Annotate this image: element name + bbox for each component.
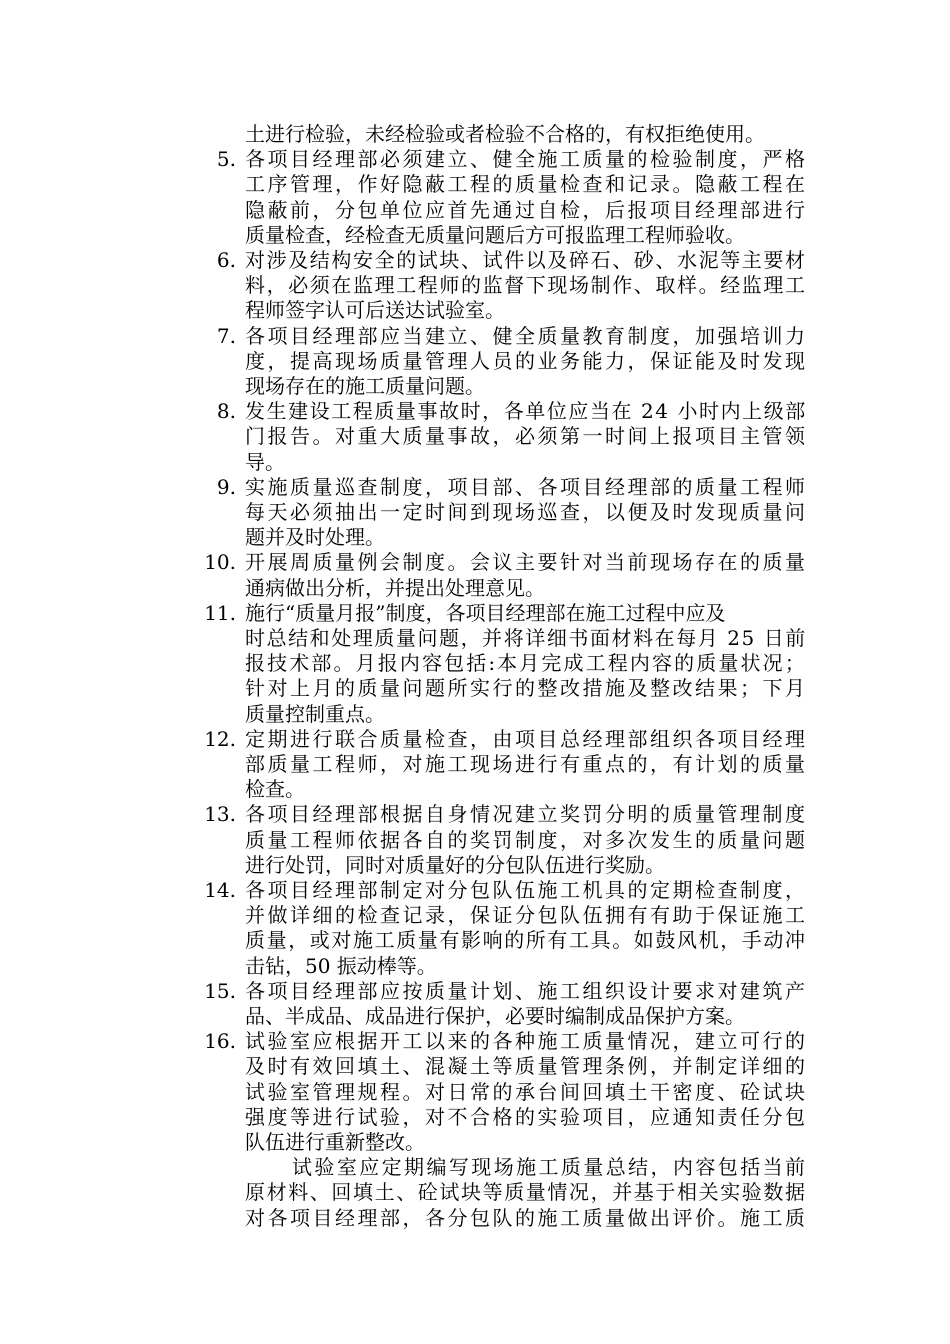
list-item-number: 11. (204, 600, 236, 625)
list-item-line: 针对上月的质量问题所实行的整改措施及整改结果；下月 (245, 676, 808, 701)
list-item-line: 发生建设工程质量事故时，各单位应当在 24 小时内上级部 (245, 399, 807, 424)
list-item-number: 5. (216, 147, 236, 172)
list-item-line: 击钻，50 振动棒等。 (245, 953, 437, 978)
list-item-number: 16. (204, 1029, 236, 1054)
list-item-number: 6. (216, 248, 236, 272)
list-item-number: 7. (216, 323, 236, 348)
list-item-number: 14. (204, 878, 236, 902)
closing-paragraph-line: 原材料、回填土、砼试块等质量情况，并基于相关实验数据 (245, 1180, 807, 1205)
list-item-line: 定期进行联合质量检查，由项目总经理部组织各项目经理 (245, 726, 808, 751)
list-item-number: 13. (204, 802, 236, 827)
list-item-line: 报技术部。月报内容包括:本月完成工程内容的质量状况； (245, 651, 807, 676)
list-item-line: 质量检查，经检查无质量问题后方可报监理工程师验收。 (245, 222, 745, 247)
list-item-line: 各项目经理部必须建立、健全施工质量的检验制度，严格 (245, 147, 808, 172)
list-item-line: 每天必须抽出一定时间到现场巡查，以便及时发现质量问 (245, 500, 808, 524)
list-item-line: 时总结和处理质量问题，并将详细书面材料在每月 25 日前 (245, 626, 807, 650)
list-item-line: 各项目经理部制定对分包队伍施工机具的定期检查制度， (245, 878, 808, 902)
list-item-number: 10. (204, 550, 236, 575)
list-item-line: 对涉及结构安全的试块、试件以及碎石、砂、水泥等主要材 (245, 248, 807, 272)
list-item-line: 工序管理，作好隐蔽工程的质量检查和记录。隐蔽工程在 (245, 172, 808, 197)
list-item-line: 质量工程师依据各自的奖罚制度，对多次发生的质量问题 (245, 827, 808, 852)
list-item-line: 部质量工程师，对施工现场进行有重点的，有计划的质量 (245, 752, 808, 776)
list-item-line: 强度等进行试验，对不合格的实验项目，应通知责任分包 (245, 1104, 808, 1129)
list-item-line: 试验室应根据开工以来的各种施工质量情况，建立可行的 (245, 1029, 808, 1054)
list-item-line: 门报告。对重大质量事故，必须第一时间上报项目主管领 (245, 424, 808, 449)
list-item-line: 现场存在的施工质量问题。 (245, 374, 485, 398)
list-item-line: 检查。 (245, 777, 305, 802)
list-item-line: 试验室管理规程。对日常的承台间回填土干密度、砼试块 (245, 1079, 808, 1104)
list-item-number: 8. (216, 399, 236, 424)
list-item-line: 队伍进行重新整改。 (245, 1130, 425, 1154)
list-item-number: 15. (204, 978, 236, 1003)
list-item-line: 题并及时处理。 (245, 525, 385, 550)
closing-paragraph-line: 对各项目经理部，各分包队的施工质量做出评价。施工质 (245, 1205, 808, 1230)
list-item-line: 质量，或对施工质量有影响的所有工具。如鼓风机，手动冲 (245, 928, 807, 953)
list-item-line: 通病做出分析，并提出处理意见。 (245, 575, 545, 600)
list-item-line: 料，必须在监理工程师的监督下现场制作、取样。经监理工 (245, 273, 807, 298)
carryover-line: 土进行检验，未经检验或者检验不合格的，有权拒绝使用。 (245, 122, 765, 146)
list-item-line: 各项目经理部根据自身情况建立奖罚分明的质量管理制度 (245, 802, 808, 827)
list-item-line: 导。 (245, 449, 285, 474)
closing-paragraph-line: 试验室应定期编写现场施工质量总结，内容包括当前 (292, 1155, 808, 1180)
list-item-line: 施行“质量月报”制度，各项目经理部在施工过程中应及 (245, 600, 726, 625)
list-item-line: 品、半成品、成品进行保护，必要时编制成品保护方案。 (245, 1004, 745, 1028)
list-item-number: 12. (204, 726, 236, 751)
list-item-line: 隐蔽前，分包单位应首先通过自检，后报项目经理部进行 (245, 197, 808, 222)
list-item-line: 各项目经理部应按质量计划、施工组织设计要求对建筑产 (245, 978, 808, 1003)
list-item-line: 程师签字认可后送达试验室。 (245, 298, 505, 323)
list-item-line: 并做详细的检查记录，保证分包队伍拥有有助于保证施工 (245, 903, 808, 928)
list-item-number: 9. (216, 474, 236, 499)
list-item-line: 进行处罚，同时对质量好的分包队伍进行奖励。 (245, 852, 665, 877)
list-item-line: 各项目经理部应当建立、健全质量教育制度，加强培训力 (245, 323, 808, 348)
list-item-line: 及时有效回填土、混凝土等质量管理条例，并制定详细的 (245, 1054, 808, 1079)
list-item-line: 度，提高现场质量管理人员的业务能力，保证能及时发现 (245, 348, 808, 373)
list-item-line: 实施质量巡查制度，项目部、各项目经理部的质量工程师 (245, 474, 808, 499)
list-item-line: 开展周质量例会制度。会议主要针对当前现场存在的质量 (245, 550, 808, 575)
list-item-line: 质量控制重点。 (245, 701, 385, 726)
